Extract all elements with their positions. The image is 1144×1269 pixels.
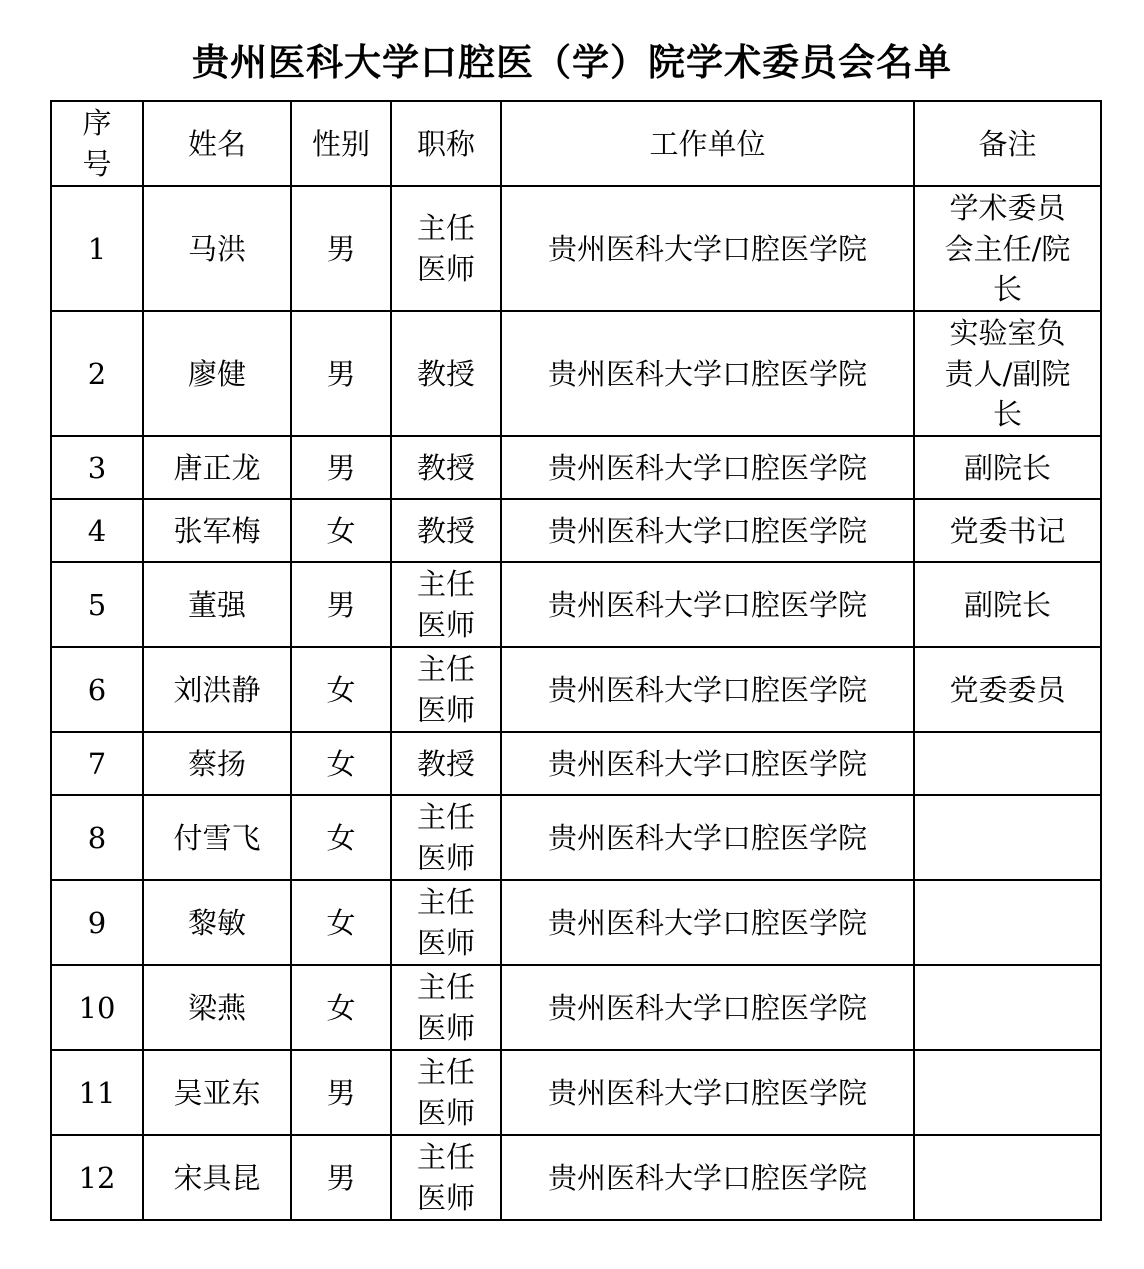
page-title: 贵州医科大学口腔医（学）院学术委员会名单: [192, 40, 952, 84]
cell-name: 蔡扬: [143, 732, 291, 795]
table-row: [51, 562, 1101, 647]
cell-work-unit: 贵州医科大学口腔医学院: [501, 186, 914, 311]
cell-gender: 男: [291, 562, 391, 647]
cell-gender: 女: [291, 647, 391, 732]
cell-work-unit: 贵州医科大学口腔医学院: [501, 732, 914, 795]
cell-work-unit: 贵州医科大学口腔医学院: [501, 311, 914, 436]
cell-remark: [914, 965, 1101, 1050]
cell-seq: 11: [51, 1050, 143, 1135]
column-header-gender: 性别: [291, 101, 391, 186]
cell-gender: 男: [291, 311, 391, 436]
cell-remark-text: 党委书记: [949, 513, 1066, 548]
cell-job-title: [391, 1050, 501, 1135]
table-row: [51, 499, 1101, 562]
cell-remark: [914, 732, 1101, 795]
cell-work-unit: 贵州医科大学口腔医学院: [501, 965, 914, 1050]
table-header-row: [51, 101, 1101, 186]
table-row: [51, 647, 1101, 732]
cell-gender: 男: [291, 186, 391, 311]
cell-remark: [914, 647, 1101, 732]
cell-work-unit: 贵州医科大学口腔医学院: [501, 436, 914, 499]
cell-remark-text: 学术委员会主任/院长: [944, 191, 1071, 307]
cell-job-title: [391, 499, 501, 562]
cell-remark: [914, 880, 1101, 965]
cell-seq: 5: [51, 562, 143, 647]
cell-job-title-text: 主任医师: [416, 970, 475, 1045]
cell-seq: 3: [51, 436, 143, 499]
cell-seq: 10: [51, 965, 143, 1050]
cell-name: 梁燕: [143, 965, 291, 1050]
cell-work-unit: 贵州医科大学口腔医学院: [501, 880, 914, 965]
cell-job-title: [391, 1135, 501, 1220]
cell-job-title-text: 主任医师: [416, 1055, 475, 1130]
cell-job-title: [391, 436, 501, 499]
cell-job-title-text: 主任医师: [416, 211, 475, 286]
column-header-job-title: 职称: [391, 101, 501, 186]
cell-job-title: [391, 965, 501, 1050]
cell-name: 廖健: [143, 311, 291, 436]
committee-table: [50, 100, 1102, 1221]
table-row: [51, 880, 1101, 965]
cell-gender: 女: [291, 499, 391, 562]
cell-job-title-text: 教授: [416, 450, 475, 485]
cell-job-title: [391, 562, 501, 647]
cell-job-title-text: 主任医师: [416, 652, 475, 727]
cell-remark: [914, 499, 1101, 562]
cell-remark: [914, 311, 1101, 436]
table-row: [51, 1135, 1101, 1220]
cell-remark-text: 实验室负责人/副院长: [944, 316, 1071, 432]
cell-remark: [914, 436, 1101, 499]
cell-gender: 男: [291, 1135, 391, 1220]
cell-job-title: [391, 880, 501, 965]
cell-name: 马洪: [143, 186, 291, 311]
column-header-remark: 备注: [914, 101, 1101, 186]
cell-job-title: [391, 186, 501, 311]
cell-work-unit: 贵州医科大学口腔医学院: [501, 1135, 914, 1220]
cell-name: 黎敏: [143, 880, 291, 965]
cell-job-title: [391, 795, 501, 880]
cell-seq: 8: [51, 795, 143, 880]
cell-name: 刘洪静: [143, 647, 291, 732]
cell-work-unit: 贵州医科大学口腔医学院: [501, 562, 914, 647]
table-row: [51, 1050, 1101, 1135]
cell-job-title-text: 教授: [416, 356, 475, 391]
cell-gender: 女: [291, 795, 391, 880]
cell-remark-text: 党委委员: [949, 672, 1066, 707]
cell-name: 付雪飞: [143, 795, 291, 880]
cell-remark: [914, 186, 1101, 311]
cell-job-title-text: 主任医师: [416, 800, 475, 875]
column-header-work-unit: 工作单位: [501, 101, 914, 186]
cell-remark-text: 副院长: [963, 450, 1051, 485]
column-header-seq: [51, 101, 143, 186]
cell-job-title-text: 教授: [416, 513, 475, 548]
cell-seq: 7: [51, 732, 143, 795]
cell-work-unit: 贵州医科大学口腔医学院: [501, 1050, 914, 1135]
table-row: [51, 965, 1101, 1050]
cell-job-title-text: 主任医师: [416, 885, 475, 960]
cell-remark: [914, 1135, 1101, 1220]
cell-remark: [914, 562, 1101, 647]
cell-seq: 2: [51, 311, 143, 436]
column-header-seq-label: 序号: [82, 106, 112, 181]
cell-name: 张军梅: [143, 499, 291, 562]
cell-gender: 女: [291, 880, 391, 965]
cell-seq: 1: [51, 186, 143, 311]
cell-gender: 男: [291, 436, 391, 499]
table-row: [51, 732, 1101, 795]
column-header-name: 姓名: [143, 101, 291, 186]
cell-name: 唐正龙: [143, 436, 291, 499]
table-row: [51, 311, 1101, 436]
cell-job-title-text: 教授: [416, 746, 475, 781]
cell-work-unit: 贵州医科大学口腔医学院: [501, 499, 914, 562]
cell-gender: 男: [291, 1050, 391, 1135]
cell-job-title: [391, 647, 501, 732]
cell-name: 董强: [143, 562, 291, 647]
cell-name: 吴亚东: [143, 1050, 291, 1135]
cell-job-title: [391, 732, 501, 795]
cell-seq: 12: [51, 1135, 143, 1220]
cell-job-title-text: 主任医师: [416, 567, 475, 642]
cell-work-unit: 贵州医科大学口腔医学院: [501, 795, 914, 880]
cell-remark: [914, 1050, 1101, 1135]
cell-name: 宋具昆: [143, 1135, 291, 1220]
table-row: [51, 436, 1101, 499]
table-row: [51, 186, 1101, 311]
cell-job-title: [391, 311, 501, 436]
cell-gender: 女: [291, 965, 391, 1050]
table-row: [51, 795, 1101, 880]
cell-job-title-text: 主任医师: [416, 1140, 475, 1215]
cell-remark-text: 副院长: [963, 587, 1051, 622]
cell-seq: 6: [51, 647, 143, 732]
cell-gender: 女: [291, 732, 391, 795]
cell-work-unit: 贵州医科大学口腔医学院: [501, 647, 914, 732]
cell-remark: [914, 795, 1101, 880]
cell-seq: 4: [51, 499, 143, 562]
cell-seq: 9: [51, 880, 143, 965]
